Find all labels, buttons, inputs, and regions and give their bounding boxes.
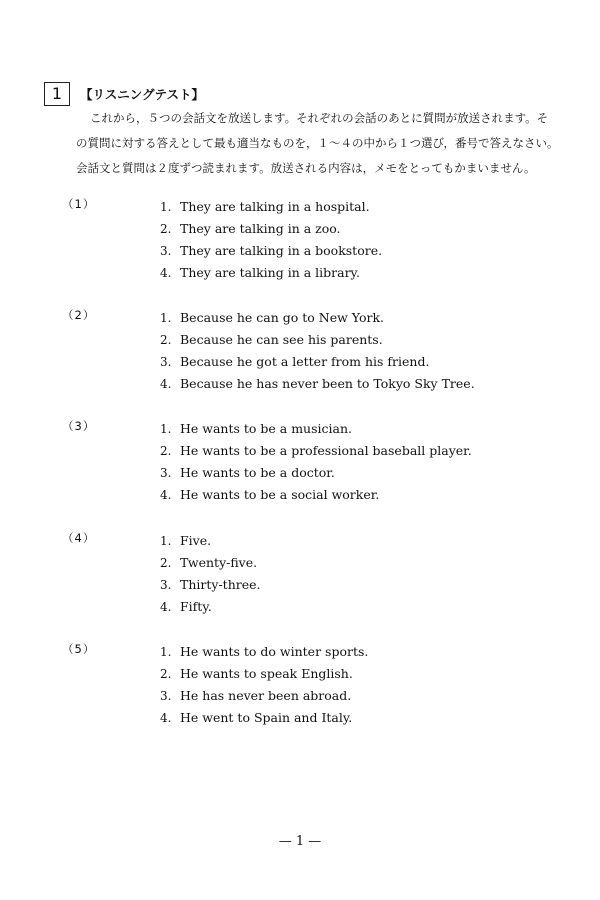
- choice-text: Because he can see his parents.: [180, 332, 383, 347]
- choice-number: 2.: [160, 667, 172, 681]
- answer-choice: [160, 218, 341, 240]
- choice-number: 2.: [160, 333, 172, 347]
- answer-choice: [160, 685, 351, 707]
- choice-number: 1.: [160, 645, 172, 659]
- choice-text: Fifty.: [180, 599, 212, 614]
- choice-text: Because he can go to New York.: [180, 310, 385, 325]
- choice-text: He went to Spain and Italy.: [180, 710, 353, 725]
- choice-number: 1.: [160, 534, 172, 548]
- answer-choice: [160, 552, 257, 574]
- choice-number: 2.: [160, 556, 172, 570]
- choice-text: They are talking in a library.: [180, 265, 360, 280]
- answer-choice: [160, 418, 352, 440]
- question-number: （1）: [62, 197, 96, 211]
- answer-choice: [160, 462, 335, 484]
- answer-choice: [160, 530, 211, 552]
- choice-number: 4.: [160, 711, 172, 725]
- choice-text: He wants to be a social worker.: [180, 487, 380, 502]
- section-number-box: 1: [44, 82, 70, 106]
- choice-number: 4.: [160, 377, 172, 391]
- choice-text: He wants to speak English.: [180, 666, 353, 681]
- answer-choice: [160, 574, 261, 596]
- choice-text: Thirty-three.: [180, 577, 261, 592]
- choice-text: They are talking in a bookstore.: [180, 243, 383, 258]
- choice-text: Because he has never been to Tokyo Sky Tree.: [180, 376, 475, 391]
- choice-number: 4.: [160, 600, 172, 614]
- question-2: [0, 307, 600, 399]
- answer-choice: [160, 596, 212, 618]
- choice-text: Five.: [180, 533, 212, 548]
- choice-number: 3.: [160, 689, 172, 703]
- answer-choice: [160, 707, 352, 729]
- choice-text: He has never been abroad.: [180, 688, 352, 703]
- choice-text: They are talking in a zoo.: [180, 221, 341, 236]
- choice-number: 3.: [160, 244, 172, 258]
- section-title: 【リスニングテスト】: [80, 87, 205, 102]
- answer-choice: [160, 240, 382, 262]
- choice-text: He wants to be a musician.: [180, 421, 352, 436]
- question-4: [0, 530, 600, 622]
- instructions-line: 会話文と質問は２度ずつ読まれます。放送される内容は，メモをとってもかまいません。: [76, 161, 536, 175]
- choice-text: Because he got a letter from his friend.: [180, 354, 430, 369]
- choice-number: 3.: [160, 466, 172, 480]
- choice-text: He wants to do winter sports.: [180, 644, 369, 659]
- choice-number: 1.: [160, 422, 172, 436]
- answer-choice: [160, 373, 475, 395]
- instructions-line: これから，５つの会話文を放送します。それぞれの会話のあとに質問が放送されます。そ: [90, 111, 549, 125]
- choice-number: 1.: [160, 200, 172, 214]
- instructions-line: の質問に対する答えとして最も適当なものを，１～４の中から１つ選び，番号で答えなさい。: [76, 136, 559, 150]
- question-1: [0, 196, 600, 288]
- choice-number: 3.: [160, 578, 172, 592]
- answer-choice: [160, 484, 379, 506]
- choice-text: He wants to be a professional baseball player.: [180, 443, 472, 458]
- question-number: （2）: [62, 308, 96, 322]
- answer-choice: [160, 329, 383, 351]
- question-3: [0, 418, 600, 510]
- choice-number: 2.: [160, 444, 172, 458]
- question-5: [0, 641, 600, 733]
- choice-text: Twenty-five.: [180, 555, 258, 570]
- choice-number: 4.: [160, 266, 172, 280]
- choice-number: 3.: [160, 355, 172, 369]
- choice-text: He wants to be a doctor.: [180, 465, 335, 480]
- answer-choice: [160, 663, 353, 685]
- instructions: [76, 106, 559, 181]
- choice-text: They are talking in a hospital.: [180, 199, 370, 214]
- page-number: — 1 —: [278, 834, 322, 849]
- answer-choice: [160, 440, 472, 462]
- question-number: （3）: [62, 419, 96, 433]
- answer-choice: [160, 351, 429, 373]
- choice-number: 2.: [160, 222, 172, 236]
- answer-choice: [160, 196, 370, 218]
- choice-number: 4.: [160, 488, 172, 502]
- choice-number: 1.: [160, 311, 172, 325]
- question-number: （4）: [62, 531, 96, 545]
- answer-choice: [160, 262, 360, 284]
- answer-choice: [160, 307, 384, 329]
- question-number: （5）: [62, 642, 96, 656]
- answer-choice: [160, 641, 368, 663]
